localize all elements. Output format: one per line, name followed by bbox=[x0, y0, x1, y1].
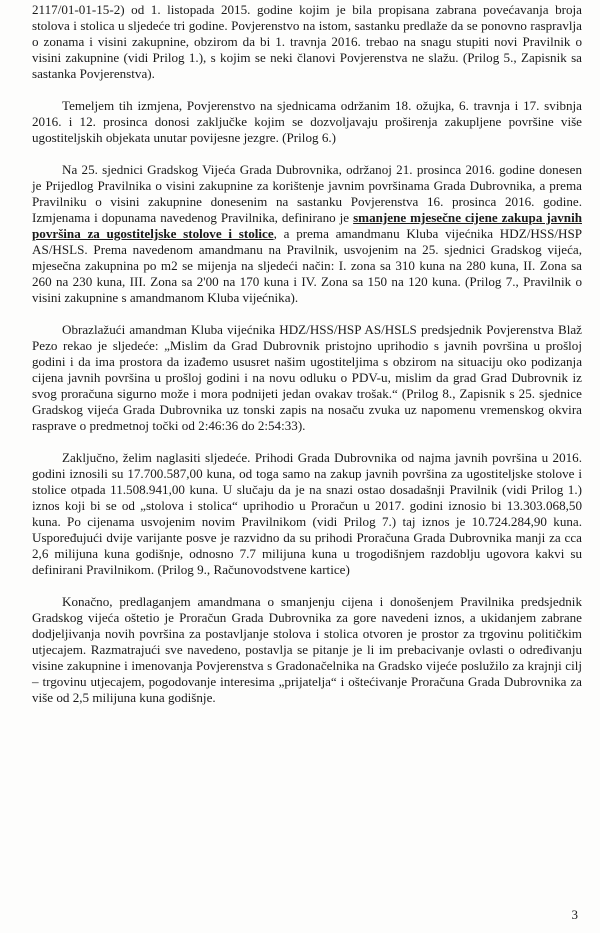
paragraph-amendments bbox=[32, 98, 582, 146]
paragraph-text: Temeljem tih izmjena, Povjerenstvo na sjednicama održanim 18. ožujka, 6. travnja i 17. svibnja 2016. i 12. prosinca donosi zaključke kojim se dozvoljavaju proširenja zakupljene površine više ugostiteljskih objekata unutar povijesne jezgre. (Prilog 6.) bbox=[32, 98, 582, 145]
paragraph-quote bbox=[32, 322, 582, 434]
paragraph-gap bbox=[32, 434, 582, 450]
paragraph-text: Obrazlažući amandman Kluba vijećnika HDZ/HSS/HSP AS/HSLS predsjednik Povjerenstva Blaž Pezo rekao je sljedeće: „Mislim da Grad Dubrovnik pristojno uprihodio s javnih površina u prošloj godini i da ima prostora da izađemo ususret našim ugostiteljima s obzirom na situaciju oko podizanja cijena javnih površina u prošloj godini i na novu odluku o PDV-u, mislim da grad Grad Dubrovnik iz svog proračuna sigurno može i mora podnijeti jedan ovakav trošak.“ (Prilog 8., Zapisnik s 25. sjednice Gradskog vijeća Grada Dubrovnika uz tonski zapis na nosaču zvuka uz napomenu vremenskog okvira rasprave o predmetnoj točki od 2:46:36 do 2:54:33). bbox=[32, 322, 582, 433]
paragraph-gap bbox=[32, 146, 582, 162]
paragraph-commission-meeting bbox=[32, 2, 582, 82]
page-number: 3 bbox=[571, 907, 578, 922]
paragraph-text: Zaključno, želim naglasiti sljedeće. Prihodi Grada Dubrovnika od najma javnih površina u 2016. godini iznosili su 17.700.587,00 kuna, od toga samo na zakup javnih površina za ugostiteljske stolove i stolice otpada 11.508.941,00 kuna. U slučaju da je na snazi ostao dosadašnji Pravilnik (vidi Prilog 1.) iznos koji bi se od „stolova i stolica“ uprihodio u Proračun u 2017. godini iznosio bi 13.303.068,50 kuna. Po cijenama usvojenim novim Pravilnikom (vidi Prilog 7.) taj iznos je 10.724.284,90 kuna. Uspoređujući dvije varijante posve je razvidno da su prihodi Proračuna Grada Dubrovnika manji za cca 2,6 milijuna kuna godišnje, odnosno 7.7 milijuna kuna u trogodišnjem razdoblju ugovora kakvi su definirani Pravilnikom. (Prilog 9., Računovodstvene kartice) bbox=[32, 450, 582, 577]
paragraph-conclusion bbox=[32, 450, 582, 578]
paragraph-gap bbox=[32, 306, 582, 322]
document-body bbox=[32, 2, 582, 706]
paragraph-final bbox=[32, 594, 582, 706]
paragraph-city-council-session bbox=[32, 162, 582, 306]
emphasized-text: smanjene mjesečne cijene zakupa javnih površina za ugostiteljske stolove i stolice bbox=[32, 210, 582, 241]
paragraph-text: Konačno, predlaganjem amandmana o smanjenju cijena i donošenjem Pravilnika predsjednik Gradskog vijeća oštetio je Proračun Grada Dubrovnika za gore navedeni iznos, a ukidanjem zabrane dodjeljivanja novih površina za postavljanje stolova i stolica otvoren je prostor za trgovinu političkim utjecajem. Razmatrajući sve navedeno, postavlja se pitanje je li im prebacivanje ovlasti o određivanju visine zakupnine i imenovanja Povjerenstva s Gradonačelnika na Gradsko vijeće poslužilo za krajnji cilj – trgovinu utjecajem, pogodovanje interesima „prijatelja“ i oštećivanje Proračuna Grada Dubrovnika za više od 2,5 milijuna kuna godišnje. bbox=[32, 594, 582, 705]
paragraph-text: Na 25. sjednici Gradskog Vijeća Grada Dubrovnika, održanoj 21. prosinca 2016. godine donesen je Prijedlog Pravilnika o visini zakupnine za korištenje javnim površinama Grada Dubrovnika, a prema Pravilniku o visini zakupnine donesenim na sastanku Povjerenstva 16. prosinca 2016. godine. Izmjenama i dopunama navedenog Pravilnika, definirano je bbox=[32, 162, 582, 225]
paragraph-gap bbox=[32, 82, 582, 98]
paragraph-gap bbox=[32, 578, 582, 594]
paragraph-text: 2117/01-01-15-2) od 1. listopada 2015. godine kojim je bila propisana zabrana povećavanja broja stolova i stolica u sljedeće tri godine. Povjerenstvo na istom, sastanku predlaže da se ponovno raspravlja o zonama i visini zakupnine, obzirom da bi 1. travnja 2016. trebao na snagu stupiti novi Pravilnik o visini zakupnine (vidi Prilog 1.), s kojim se neki članovi Povjerenstva ne slažu. (Prilog 5., Zapisnik sa sastanka Povjerenstva). bbox=[32, 2, 582, 81]
paragraph-text: , a prema amandmanu Kluba vijećnika HDZ/HSS/HSP AS/HSLS. Prema navedenom amandmanu na Pravilnik, usvojenim na 25. sjednici Gradskog vijeća, mjesečna zakupnina po m2 se mijenja na sljedeći način: I. zona sa 310 kuna na 280 kuna, II. Zona sa 260 na 230 kuna, III. Zona sa 2'00 na 170 kuna i IV. Zona sa 150 na 120 kuna. (Prilog 7., Pravilnik o visini zakupnine s amandmanom Kluba vijećnika). bbox=[32, 226, 583, 305]
